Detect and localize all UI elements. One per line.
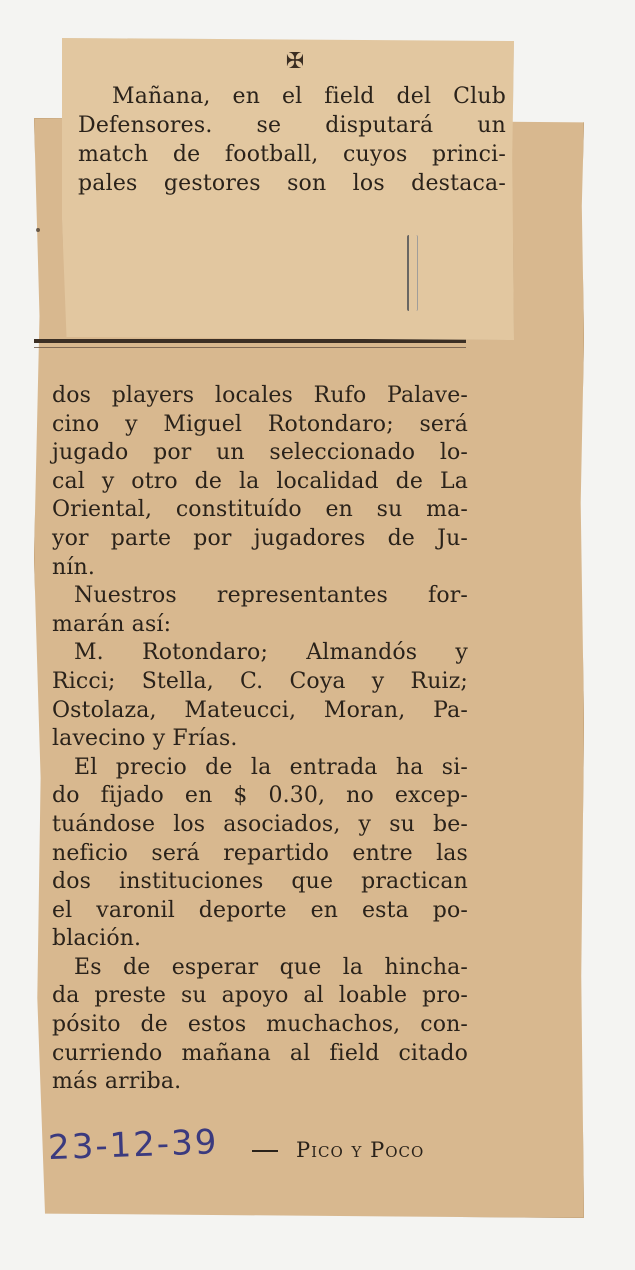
text-line: yor parte por jugadores de Ju- [52, 525, 468, 551]
text-line: marán así: [52, 611, 172, 637]
column-rule-thin [34, 347, 466, 348]
text-line: da preste su apoyo al loable pro- [52, 983, 468, 1009]
cross-ornament-icon: ✠ [285, 49, 305, 74]
text-line: El precio de la entrada ha si- [74, 754, 468, 780]
text-line: Mañana, en el field del Club [112, 84, 506, 109]
text-line: cino y Miguel Rotondaro; será [52, 411, 468, 437]
text-line: jugado por un seleccionado lo- [52, 440, 468, 466]
text-line: curriendo mañana al field citado [52, 1040, 468, 1066]
text-line: el varonil deporte en esta po- [52, 897, 468, 923]
text-line: lavecino y Frías. [52, 726, 238, 752]
text-line: Ostolaza, Mateucci, Moran, Pa- [52, 697, 468, 723]
ink-speck [36, 228, 40, 232]
text-line: do fijado en $ 0.30, no excep- [52, 783, 468, 809]
text-line: Ricci; Stella, C. Coya y Ruiz; [52, 668, 468, 694]
text-line: Es de esperar que la hincha- [74, 954, 468, 980]
byline: Pico y Poco [296, 1138, 425, 1162]
text-line: blación. [52, 926, 142, 952]
text-line: match de football, cuyos princi- [78, 142, 506, 167]
text-line: más arriba. [52, 1069, 182, 1095]
article-body [52, 382, 468, 1097]
text-line: Oriental, constituído en su ma- [52, 497, 468, 523]
text-line: neficio será repartido entre las [52, 840, 468, 866]
text-line: tuándose los asociados, y su be- [52, 811, 468, 837]
text-line: M. Rotondaro; Almandós y [74, 640, 468, 666]
top-paragraph [78, 82, 506, 198]
text-line: Nuestros representantes for- [74, 583, 468, 609]
text-line: nín. [52, 554, 95, 580]
column-rule-thick [34, 339, 466, 343]
byline-dash [252, 1150, 278, 1152]
text-line: pósito de estos muchachos, con- [52, 1012, 468, 1038]
text-line: Defensores. se disputará un [78, 113, 506, 138]
text-line: pales gestores son los destaca- [78, 171, 506, 196]
text-line: dos players locales Rufo Palave- [52, 383, 468, 408]
text-line: dos instituciones que practican [52, 869, 468, 895]
text-line: cal y otro de la localidad de La [52, 468, 468, 494]
staple [407, 235, 418, 311]
handwritten-date: 23-12-39 [47, 1122, 219, 1169]
